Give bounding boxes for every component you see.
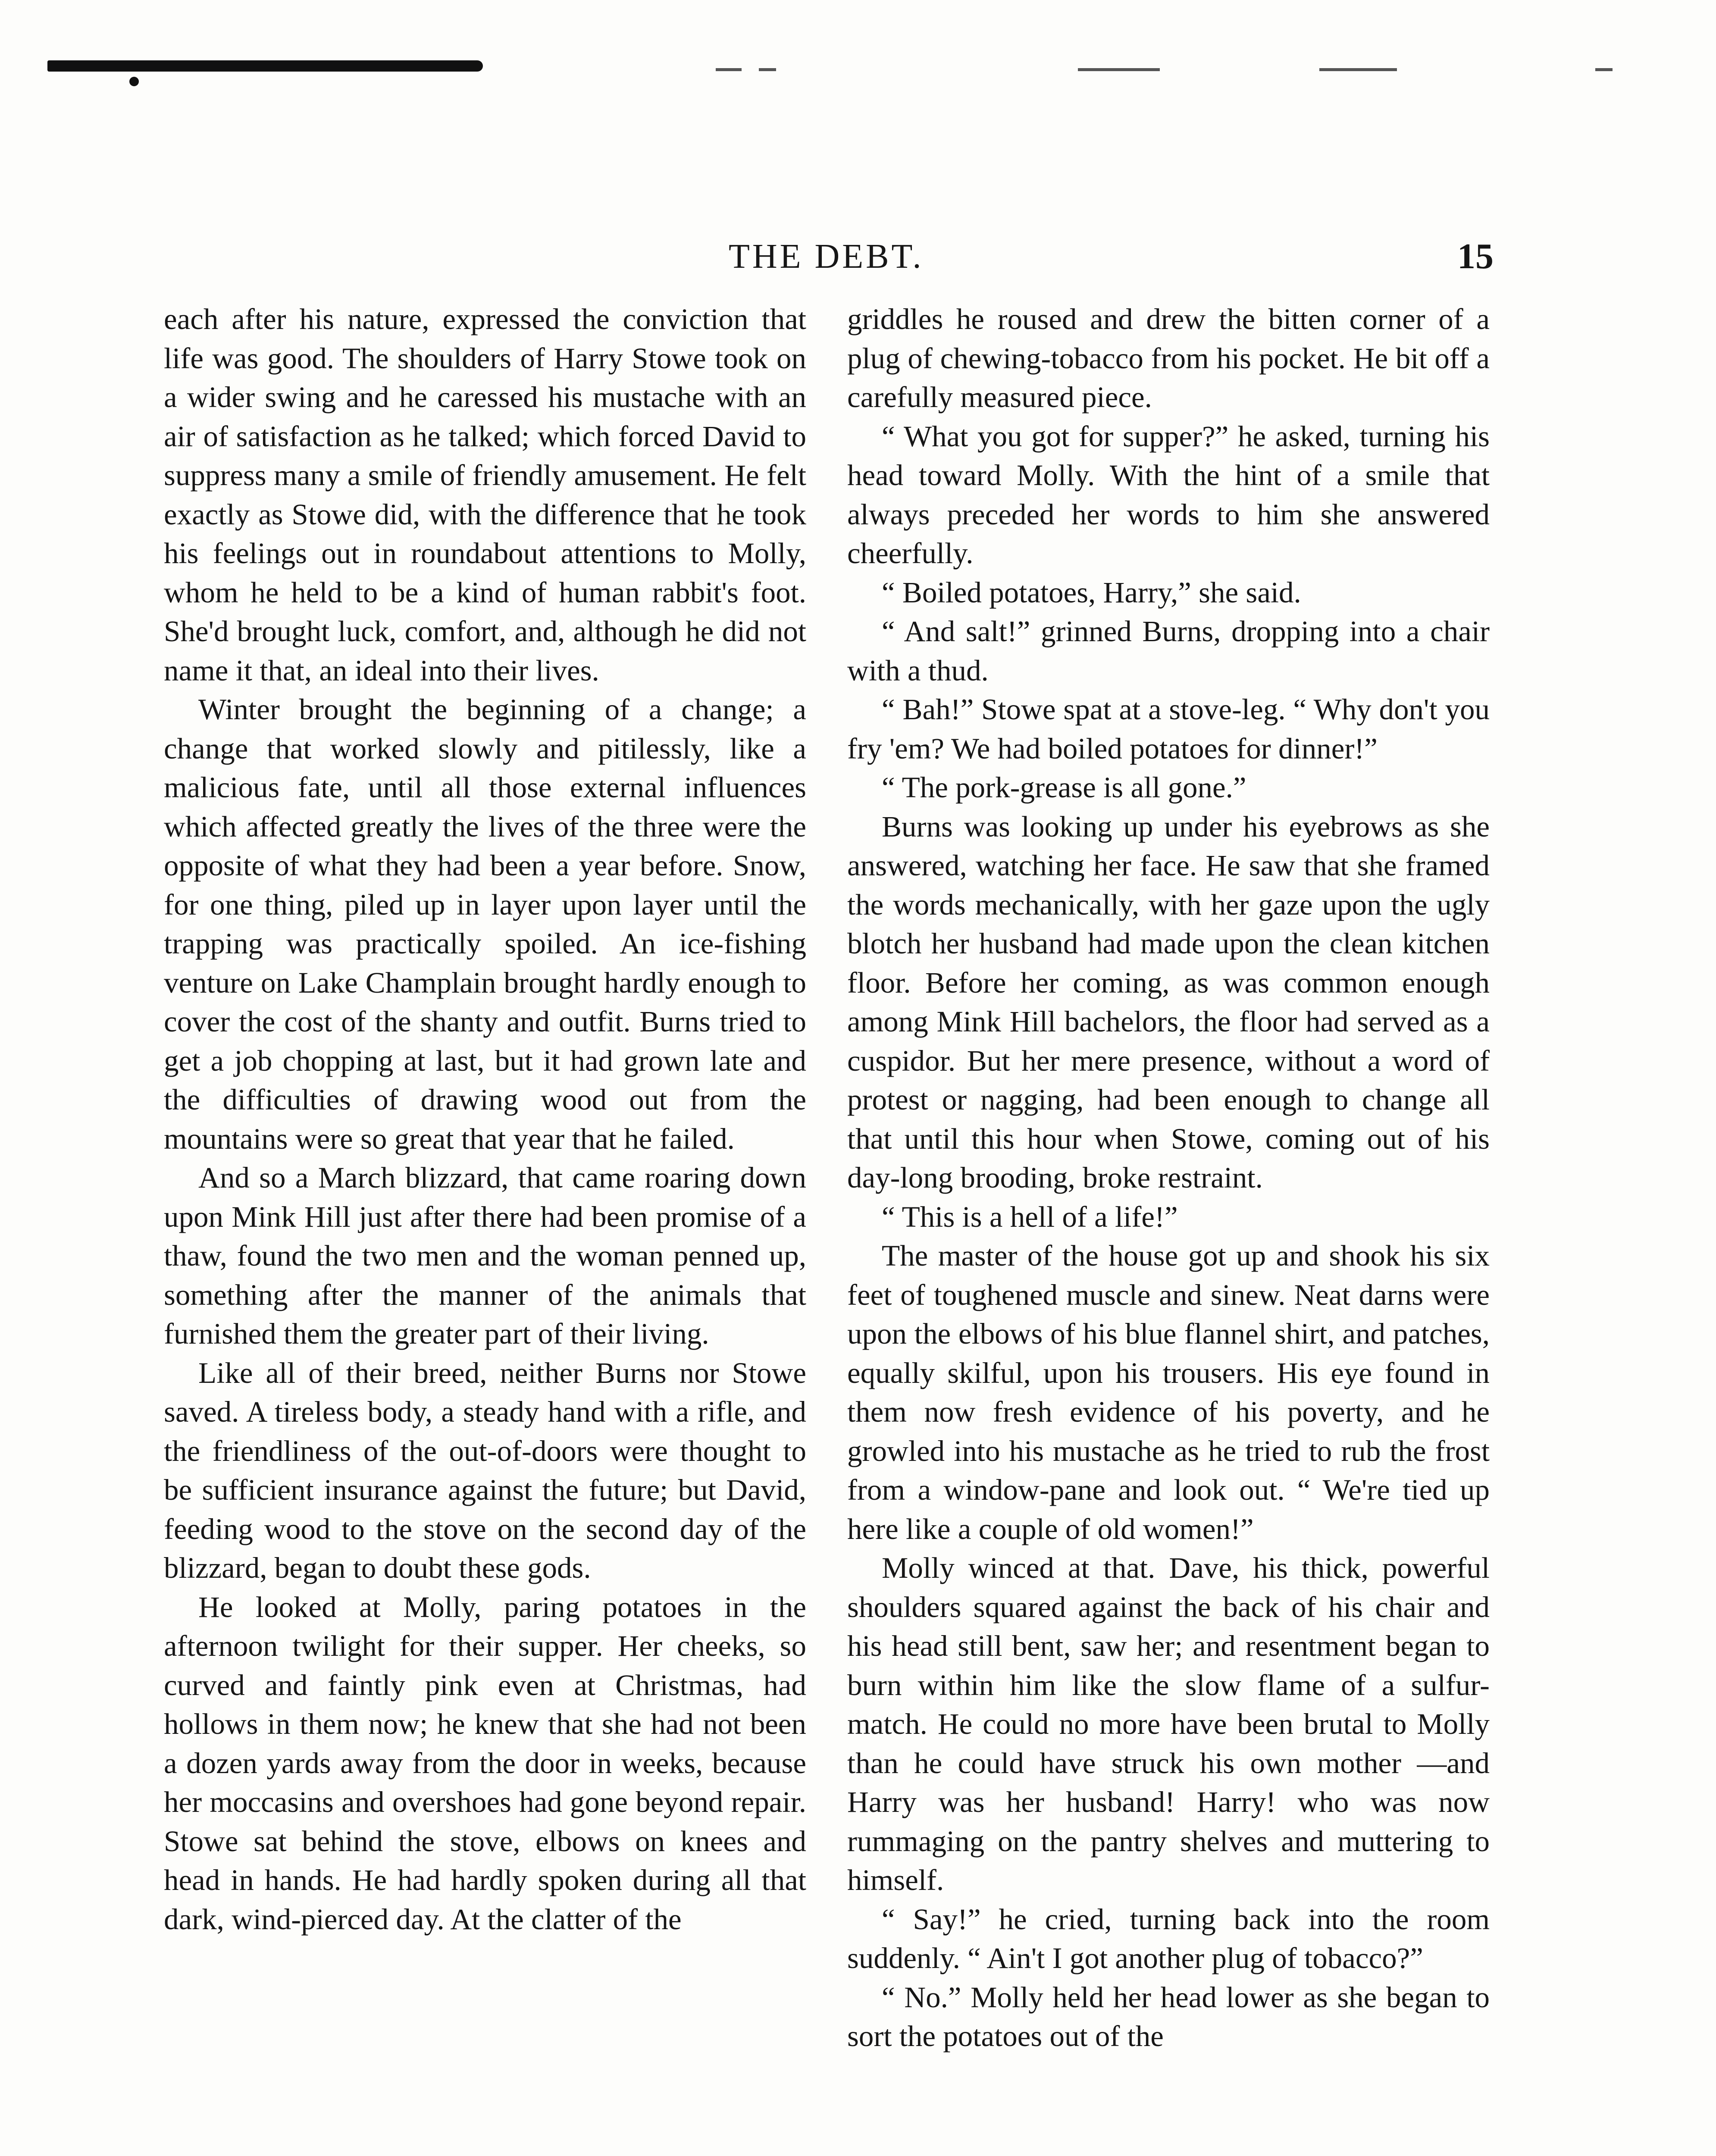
paragraph: The master of the house got up and shook his six feet of toughened muscle and sinew. Neat darns were upon the elbows of his blue flannel shirt, and patches, equally skilful, upon his trousers. His eye found in them now fresh evidence of his poverty, and he growled into his mustache as he tried to rub the frost from a window-pane and look out. “ We're tied up here like a couple of old women!” [847, 1239, 1490, 1545]
scan-dash-mark [1319, 68, 1397, 71]
page-header [0, 233, 1716, 280]
scan-dash-mark [716, 68, 742, 71]
paragraph: “ What you got for supper?” he asked, turning his head toward Molly. With the hint of a smile that always preceded her words to him she answered cheerfully. [847, 420, 1490, 570]
paragraph: Like all of their breed, neither Burns nor Stowe saved. A tireless body, a steady hand with a rifle, and the friendliness of the out-of-doors were thought to be sufficient insurance against the future; but David, feeding wood to the stove on the second day of the blizzard, began to doubt these gods. [164, 1356, 806, 1584]
page-number: 15 [1457, 236, 1494, 276]
paragraph: griddles he roused and drew the bitten corner of a plug of chewing-tobacco from his pocket. He bit off a carefully measured piece. [847, 303, 1490, 414]
scan-edge-rule [47, 60, 483, 72]
paragraph: “ This is a hell of a life!” [882, 1200, 1178, 1233]
scan-dash-mark [1595, 68, 1613, 71]
scan-dash-mark [1078, 68, 1160, 71]
paragraph: And so a March blizzard, that came roaring down upon Mink Hill just after there had been promise of a thaw, found the two men and the woman penned up, something after the manner of the animals that furnished them the greater part of their living. [164, 1161, 806, 1350]
running-head: THE DEBT. [729, 238, 924, 276]
paragraph: Molly winced at that. Dave, his thick, powerful shoulders squared against the back of his chair and his head still bent, saw her; and resentment began to burn within him like the slow flame of a sulfur-match. He could no more have been brutal to Molly than he could have struck his own mother —and Harry was her husband! Harry! who was now rummaging on the pantry shelves and muttering to himself. [847, 1551, 1490, 1896]
scan-ink-spot [129, 77, 139, 86]
paragraph: “ No.” Molly held her head lower as she began to sort the potatoes out of the [847, 1981, 1490, 2053]
paragraph: “ Say!” he cried, turning back into the room suddenly. “ Ain't I got another plug of tobacco?” [847, 1902, 1490, 1974]
paragraph: He looked at Molly, paring potatoes in the afternoon twilight for their supper. Her cheeks, so curved and faintly pink even at Christmas, had hollows in them now; he knew that she had not been a dozen yards away from the door in weeks, because her moccasins and overshoes had gone beyond repair. Stowe sat behind the stove, elbows on knees and head in hands. He had hardly spoken during all that dark, wind-pierced day. At the clatter of the [164, 1590, 806, 1936]
paragraph: Winter brought the beginning of a change; a change that worked slowly and pitilessly, like a malicious fate, until all those external influences which affected greatly the lives of the three were the opposite of what they had been a year before. Snow, for one thing, piled up in layer upon layer until the trapping was practically spoiled. An ice-fishing venture on Lake Champlain brought hardly enough to cover the cost of the shanty and outfit. Burns tried to get a job chopping at last, but it had grown late and the difficulties of drawing wood out from the mountains were so great that year that he failed. [164, 693, 806, 1155]
scan-dash-mark [759, 68, 776, 71]
paragraph: “ And salt!” grinned Burns, dropping into a chair with a thud. [847, 615, 1490, 687]
paragraph: “ The pork-grease is all gone.” [882, 771, 1246, 804]
text-column-right [847, 300, 1490, 2156]
text-column-left [164, 300, 806, 2156]
paragraph: “ Bah!” Stowe spat at a stove-leg. “ Why don't you fry 'em? We had boiled potatoes for dinner!” [847, 693, 1490, 765]
paragraph: each after his nature, expressed the conviction that life was good. The shoulders of Harry Stowe took on a wider swing and he caressed his mustache with an air of satisfaction as he talked; which forced David to suppress many a smile of friendly amusement. He felt exactly as Stowe did, with the difference that he took his feelings out in roundabout attentions to Molly, whom he held to be a kind of human rabbit's foot. She'd brought luck, comfort, and, although he did not name it that, an ideal into their lives. [164, 303, 806, 687]
paragraph: “ Boiled potatoes, Harry,” she said. [882, 576, 1301, 609]
paragraph: Burns was looking up under his eyebrows as she answered, watching her face. He saw that she framed the words mechanically, with her gaze upon the ugly blotch her husband had made upon the clean kitchen floor. Before her coming, as was common enough among Mink Hill bachelors, the floor had served as a cuspidor. But her mere presence, without a word of protest or nagging, had been enough to change all that until this hour when Stowe, coming out of his day-long brooding, broke restraint. [847, 810, 1490, 1194]
